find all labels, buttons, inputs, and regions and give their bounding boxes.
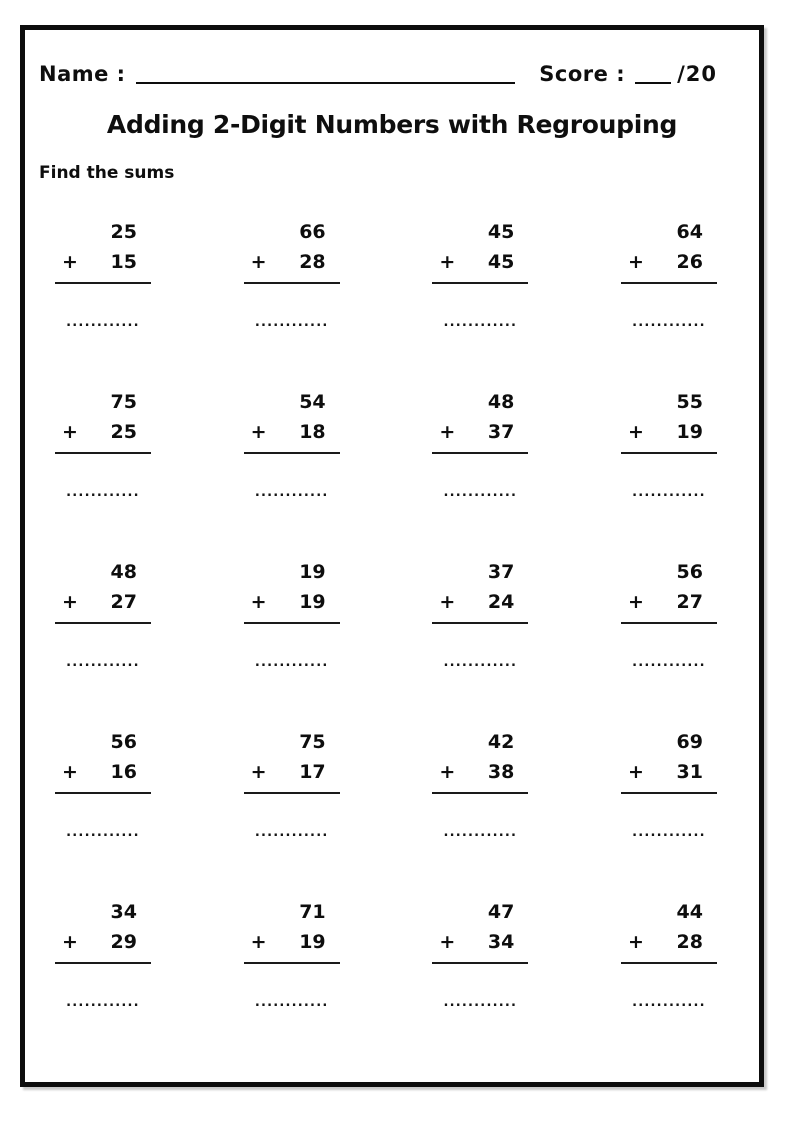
sum-line [432, 792, 528, 794]
answer-blank: ............ [254, 315, 329, 330]
answer-blank: ............ [632, 315, 706, 330]
problem-18 [244, 897, 340, 1010]
answer-blank: ............ [66, 485, 140, 500]
top-operand: 56 [676, 561, 703, 583]
bottom-operand: 29 [110, 931, 137, 953]
top-operand: 71 [299, 901, 326, 923]
bottom-operand: 45 [487, 251, 515, 273]
plus-icon: + [62, 761, 78, 783]
sum-line [55, 622, 151, 624]
problem-12 [621, 557, 717, 670]
plus-icon: + [439, 591, 456, 613]
bottom-operand: 16 [110, 761, 137, 783]
worksheet-title: Adding 2-Digit Numbers with Regrouping [106, 110, 678, 139]
top-operand: 56 [110, 731, 137, 753]
name-blank-line [136, 58, 516, 84]
answer-blank: ............ [254, 655, 329, 670]
sum-line [621, 792, 717, 794]
top-operand: 47 [487, 901, 515, 923]
answer-blank: ............ [66, 315, 140, 330]
answer-blank: ............ [632, 825, 706, 840]
answer-blank: ............ [443, 825, 518, 840]
top-operand: 54 [299, 391, 326, 413]
problem-17 [55, 897, 151, 1010]
problem-8 [621, 387, 717, 500]
plus-icon: + [439, 931, 456, 953]
bottom-operand: 25 [110, 421, 137, 443]
sum-line [244, 452, 340, 454]
bottom-operand: 24 [487, 591, 515, 613]
sum-line [432, 622, 528, 624]
problem-14 [244, 727, 340, 840]
instruction-text: Find the sums [39, 163, 175, 183]
sum-line [55, 282, 151, 284]
plus-icon: + [62, 591, 78, 613]
sum-line [621, 622, 717, 624]
plus-icon: + [627, 251, 644, 273]
problem-10 [244, 557, 340, 670]
problem-2 [244, 217, 340, 330]
plus-icon: + [250, 931, 267, 953]
plus-icon: + [250, 421, 267, 443]
bottom-operand: 26 [676, 251, 703, 273]
bottom-operand: 37 [487, 421, 515, 443]
problem-6 [244, 387, 340, 500]
plus-icon: + [627, 761, 644, 783]
top-operand: 34 [110, 901, 137, 923]
sum-line [55, 962, 151, 964]
bottom-operand: 28 [676, 931, 703, 953]
bottom-operand: 19 [676, 421, 703, 443]
problem-1 [55, 217, 151, 330]
problem-4 [621, 217, 717, 330]
answer-blank: ............ [66, 995, 140, 1010]
name-label: Name : [39, 62, 126, 86]
answer-blank: ............ [254, 995, 329, 1010]
bottom-operand: 38 [487, 761, 515, 783]
plus-icon: + [627, 591, 644, 613]
problem-9 [55, 557, 151, 670]
top-operand: 75 [299, 731, 326, 753]
problem-11 [432, 557, 528, 670]
answer-blank: ............ [254, 485, 329, 500]
top-operand: 69 [676, 731, 703, 753]
top-operand: 44 [676, 901, 703, 923]
top-operand: 48 [110, 561, 137, 583]
top-operand: 42 [487, 731, 515, 753]
answer-blank: ............ [443, 315, 518, 330]
top-operand: 64 [676, 221, 703, 243]
plus-icon: + [627, 931, 644, 953]
plus-icon: + [62, 421, 78, 443]
bottom-operand: 15 [110, 251, 137, 273]
sum-line [621, 452, 717, 454]
problem-13 [55, 727, 151, 840]
bottom-operand: 19 [299, 591, 326, 613]
plus-icon: + [439, 421, 456, 443]
plus-icon: + [439, 761, 456, 783]
bottom-operand: 34 [487, 931, 515, 953]
top-operand: 37 [487, 561, 515, 583]
bottom-operand: 17 [299, 761, 326, 783]
top-operand: 75 [110, 391, 137, 413]
score-total: /20 [677, 62, 717, 86]
bottom-operand: 28 [299, 251, 326, 273]
sum-line [432, 282, 528, 284]
top-operand: 55 [676, 391, 703, 413]
sum-line [621, 962, 717, 964]
plus-icon: + [250, 251, 267, 273]
top-operand: 19 [299, 561, 326, 583]
answer-blank: ............ [254, 825, 329, 840]
problems-grid [25, 217, 759, 1010]
bottom-operand: 27 [110, 591, 137, 613]
sum-line [244, 792, 340, 794]
answer-blank: ............ [443, 655, 518, 670]
answer-blank: ............ [66, 825, 140, 840]
problem-19 [432, 897, 528, 1010]
sum-line [55, 452, 151, 454]
plus-icon: + [627, 421, 644, 443]
sum-line [244, 622, 340, 624]
problem-16 [621, 727, 717, 840]
worksheet-page [20, 25, 764, 1087]
score-label: Score : [539, 62, 626, 86]
problem-3 [432, 217, 528, 330]
answer-blank: ............ [443, 995, 518, 1010]
top-operand: 48 [487, 391, 515, 413]
answer-blank: ............ [443, 485, 518, 500]
answer-blank: ............ [66, 655, 140, 670]
answer-blank: ............ [632, 655, 706, 670]
top-operand: 45 [487, 221, 515, 243]
bottom-operand: 19 [299, 931, 326, 953]
plus-icon: + [62, 931, 78, 953]
bottom-operand: 31 [676, 761, 703, 783]
top-operand: 25 [110, 221, 137, 243]
problem-7 [432, 387, 528, 500]
problem-20 [621, 897, 717, 1010]
plus-icon: + [62, 251, 78, 273]
problem-15 [432, 727, 528, 840]
plus-icon: + [439, 251, 456, 273]
sum-line [244, 962, 340, 964]
sum-line [244, 282, 340, 284]
score-blank-line [635, 58, 671, 84]
plus-icon: + [250, 761, 267, 783]
answer-blank: ............ [632, 485, 706, 500]
answer-blank: ............ [632, 995, 706, 1010]
header-row [39, 58, 717, 86]
bottom-operand: 18 [299, 421, 326, 443]
sum-line [621, 282, 717, 284]
sum-line [432, 962, 528, 964]
top-operand: 66 [299, 221, 326, 243]
problem-5 [55, 387, 151, 500]
bottom-operand: 27 [676, 591, 703, 613]
sum-line [55, 792, 151, 794]
sum-line [432, 452, 528, 454]
plus-icon: + [250, 591, 267, 613]
